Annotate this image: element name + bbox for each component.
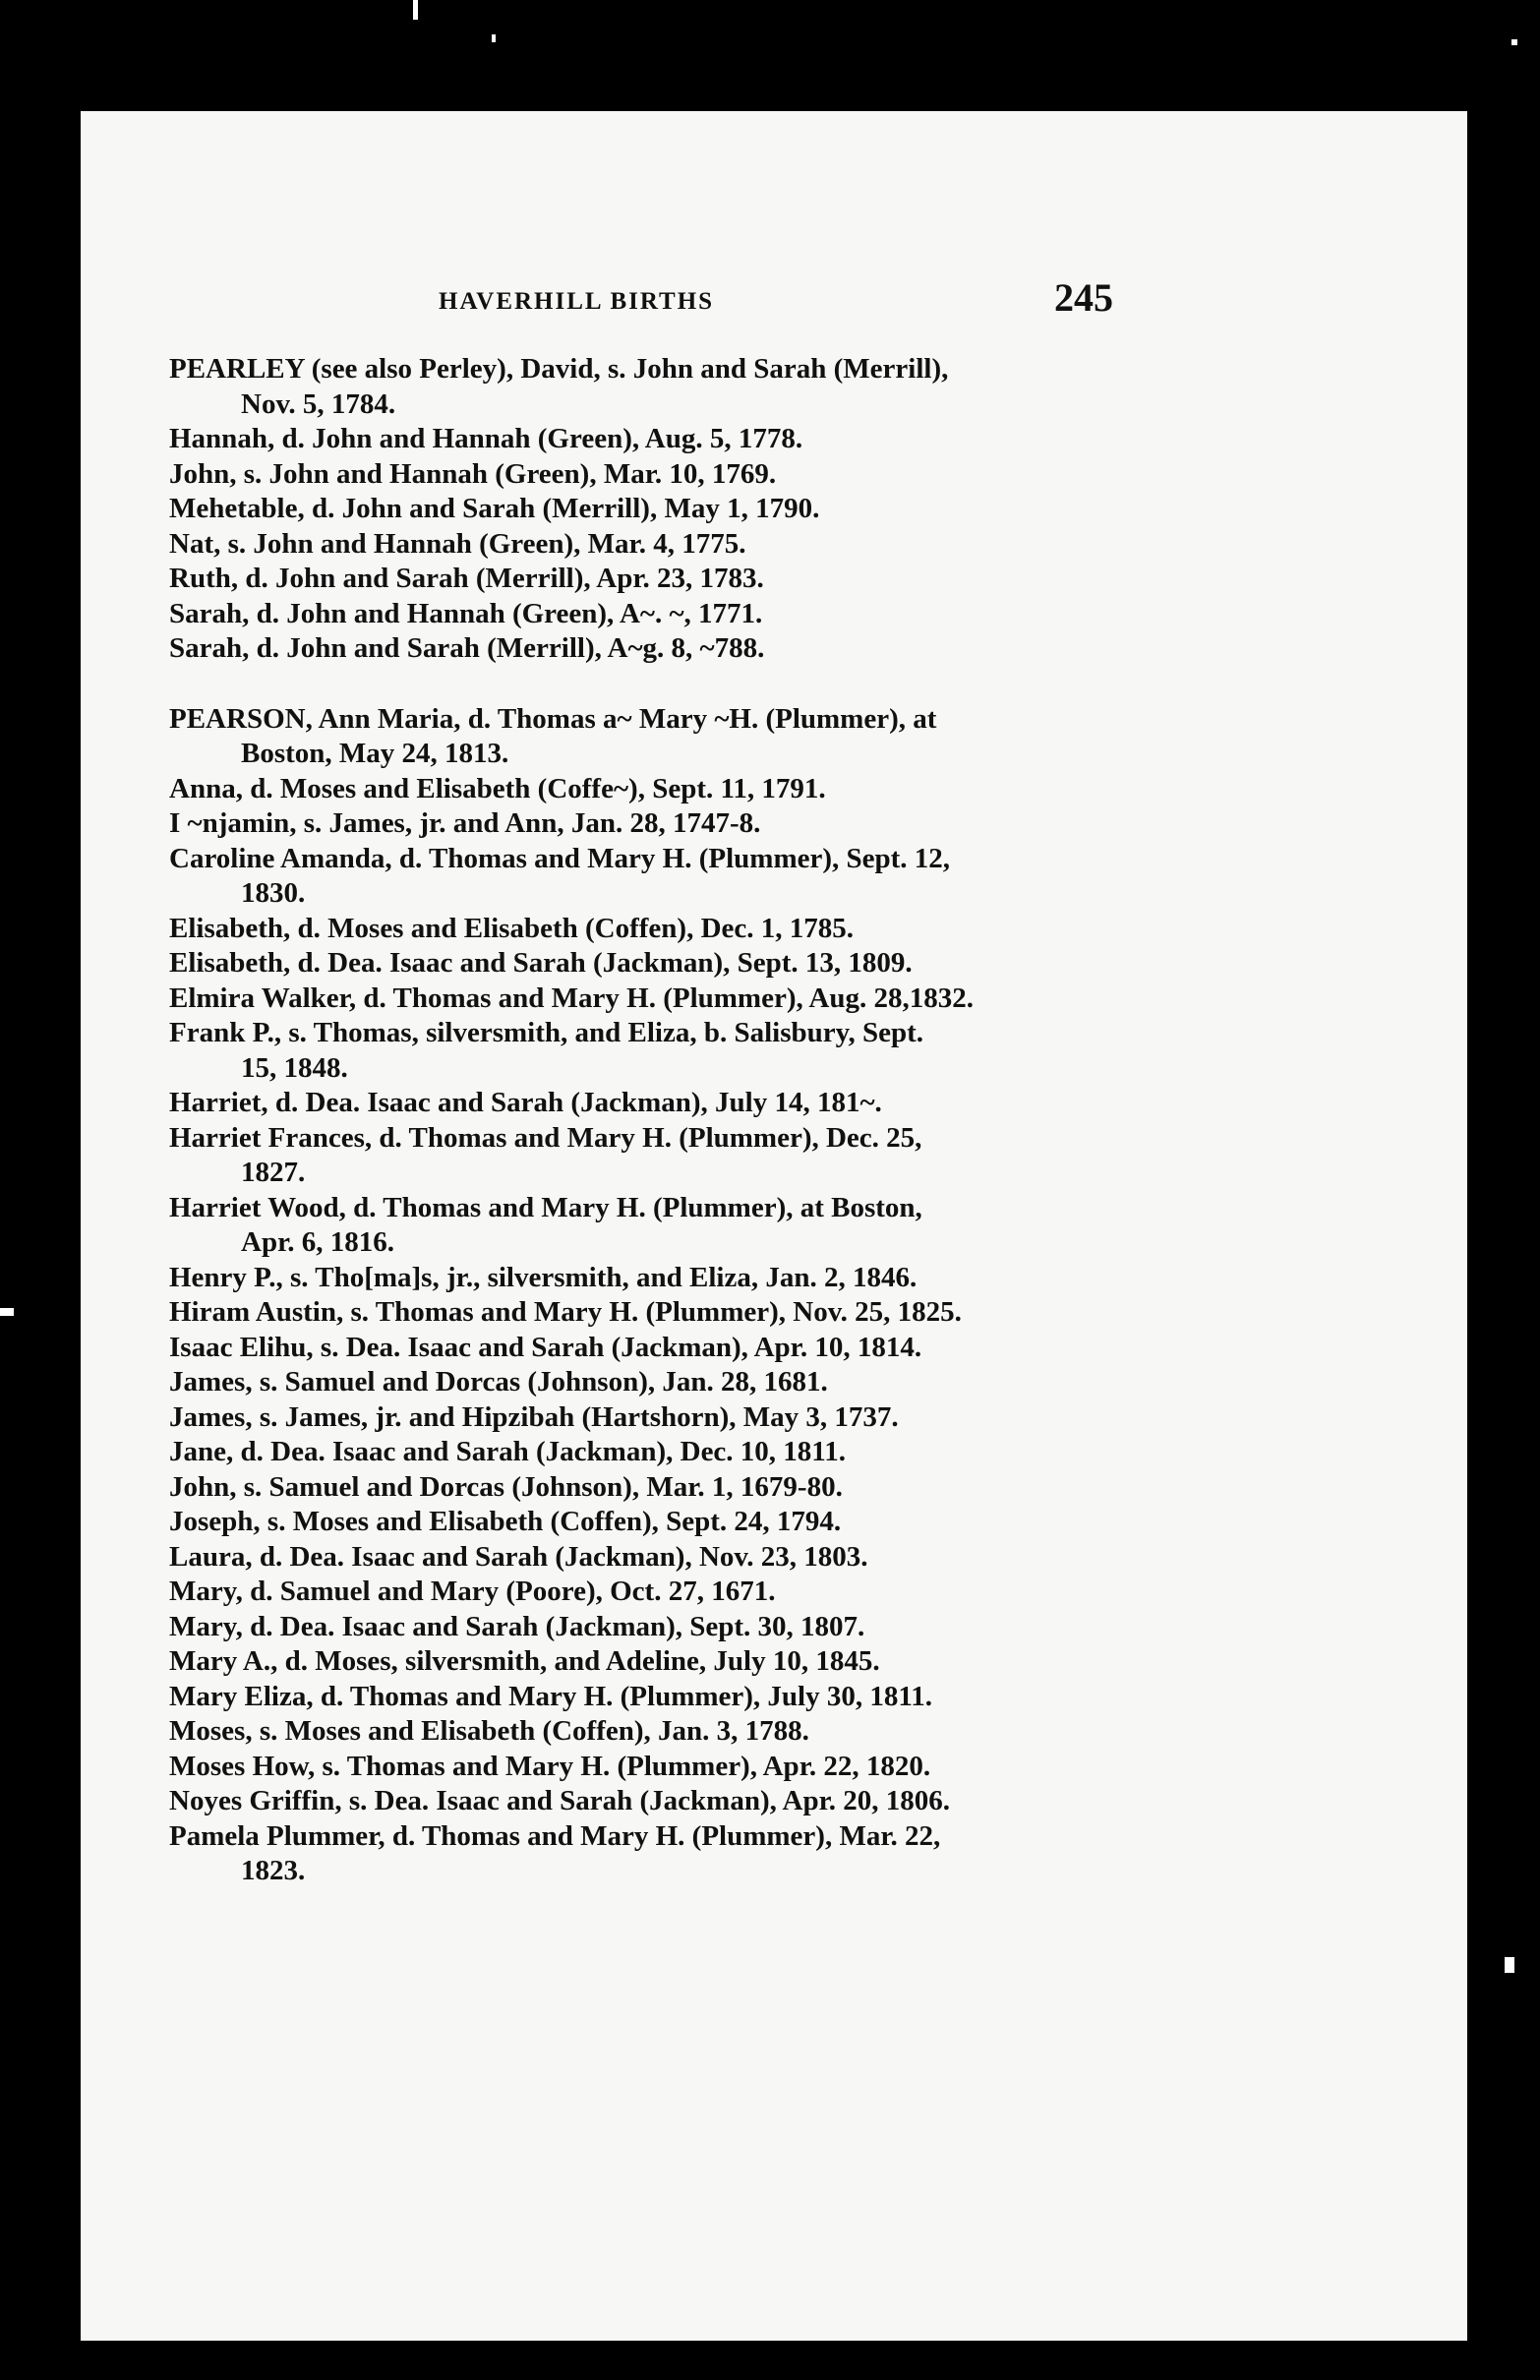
record-line: Anna, d. Moses and Elisabeth (Coffe~), Sept. 11, 1791. <box>169 772 826 804</box>
record-line: Moses, s. Moses and Elisabeth (Coffen), Jan. 3, 1788. <box>169 1715 809 1747</box>
record-line: Elisabeth, d. Moses and Elisabeth (Coffen), Dec. 1, 1785. <box>169 912 855 944</box>
scan-artifact <box>413 0 418 20</box>
record-line: Ruth, d. John and Sarah (Merrill), Apr. 23, 1783. <box>169 563 764 594</box>
record-line: Isaac Elihu, s. Dea. Isaac and Sarah (Jackman), Apr. 10, 1814. <box>169 1331 922 1363</box>
scan-artifact <box>0 1308 14 1316</box>
scan-artifact <box>492 34 496 42</box>
record-continuation: 1823. <box>241 1855 306 1886</box>
record-line: Nat, s. John and Hannah (Green), Mar. 4, 1775. <box>169 527 746 560</box>
record-line: Harriet, d. Dea. Isaac and Sarah (Jackman), July 14, 181~. <box>169 1087 882 1118</box>
running-title: HAVERHILL BIRTHS <box>439 288 715 315</box>
record-line: Elisabeth, d. Dea. Isaac and Sarah (Jackman), Sept. 13, 1809. <box>169 947 913 979</box>
record-line: PEARLEY (see also Perley), David, s. John and Sarah (Merrill), <box>169 353 949 385</box>
surname-section <box>169 702 1202 1889</box>
record-line: John, s. John and Hannah (Green), Mar. 10, 1769. <box>169 457 777 490</box>
record-line: John, s. Samuel and Dorcas (Johnson), Mar. 1, 1679-80. <box>169 1470 843 1503</box>
record-line: Hannah, d. John and Hannah (Green), Aug. 5, 1778. <box>169 423 803 454</box>
record-continuation: Apr. 6, 1816. <box>241 1226 395 1258</box>
record-line: Moses How, s. Thomas and Mary H. (Plummer), Apr. 22, 1820. <box>169 1750 931 1782</box>
record-continuation: 1830. <box>241 877 306 909</box>
record-line: Mary, d. Dea. Isaac and Sarah (Jackman), Sept. 30, 1807. <box>169 1610 865 1642</box>
record-line: Mary Eliza, d. Thomas and Mary H. (Plummer), July 30, 1811. <box>169 1680 933 1712</box>
record-line: Harriet Frances, d. Thomas and Mary H. (Plummer), Dec. 25, <box>169 1121 922 1154</box>
scan-artifact <box>1505 1957 1514 1973</box>
record-line: Mary, d. Samuel and Mary (Poore), Oct. 27, 1671. <box>169 1576 776 1607</box>
record-continuation: 1827. <box>241 1157 306 1188</box>
record-line: Mary A., d. Moses, silversmith, and Adeline, July 10, 1845. <box>169 1645 880 1677</box>
record-line: Caroline Amanda, d. Thomas and Mary H. (Plummer), Sept. 12, <box>169 842 951 874</box>
record-line: Mehetable, d. John and Sarah (Merrill), May 1, 1790. <box>169 493 820 524</box>
record-line: Sarah, d. John and Hannah (Green), A~. ~, 1771. <box>169 597 763 629</box>
document-page <box>81 111 1467 2341</box>
record-line: Henry P., s. Tho[ma]s, jr., silversmith, and Eliza, Jan. 2, 1846. <box>169 1261 918 1293</box>
record-line: Sarah, d. John and Sarah (Merrill), A~g. 8, ~788. <box>169 632 765 664</box>
birth-records <box>169 352 1202 1889</box>
record-line: James, s. James, jr. and Hipzibah (Hartshorn), May 3, 1737. <box>169 1400 899 1433</box>
record-continuation: Nov. 5, 1784. <box>241 387 396 420</box>
scan-artifact <box>1511 39 1517 45</box>
record-line: Hiram Austin, s. Thomas and Mary H. (Plummer), Nov. 25, 1825. <box>169 1296 962 1328</box>
record-line: Jane, d. Dea. Isaac and Sarah (Jackman), Dec. 10, 1811. <box>169 1436 846 1467</box>
page-header <box>81 274 1467 333</box>
record-line: PEARSON, Ann Maria, d. Thomas a~ Mary ~H. (Plummer), at <box>169 702 937 735</box>
page-number: 245 <box>1054 275 1113 320</box>
record-line: I ~njamin, s. James, jr. and Ann, Jan. 28, 1747-8. <box>169 807 761 839</box>
record-continuation: 15, 1848. <box>241 1051 348 1084</box>
record-line: Pamela Plummer, d. Thomas and Mary H. (Plummer), Mar. 22, <box>169 1819 941 1852</box>
record-continuation: Boston, May 24, 1813. <box>241 738 509 769</box>
record-line: James, s. Samuel and Dorcas (Johnson), Jan. 28, 1681. <box>169 1366 828 1398</box>
record-line: Noyes Griffin, s. Dea. Isaac and Sarah (Jackman), Apr. 20, 1806. <box>169 1785 951 1816</box>
record-line: Harriet Wood, d. Thomas and Mary H. (Plummer), at Boston, <box>169 1191 922 1223</box>
record-line: Joseph, s. Moses and Elisabeth (Coffen), Sept. 24, 1794. <box>169 1506 842 1537</box>
surname-section <box>169 352 1202 667</box>
record-line: Elmira Walker, d. Thomas and Mary H. (Plummer), Aug. 28,1832. <box>169 982 974 1014</box>
record-line: Laura, d. Dea. Isaac and Sarah (Jackman), Nov. 23, 1803. <box>169 1540 868 1573</box>
record-line: Frank P., s. Thomas, silversmith, and Eliza, b. Salisbury, Sept. <box>169 1017 924 1048</box>
